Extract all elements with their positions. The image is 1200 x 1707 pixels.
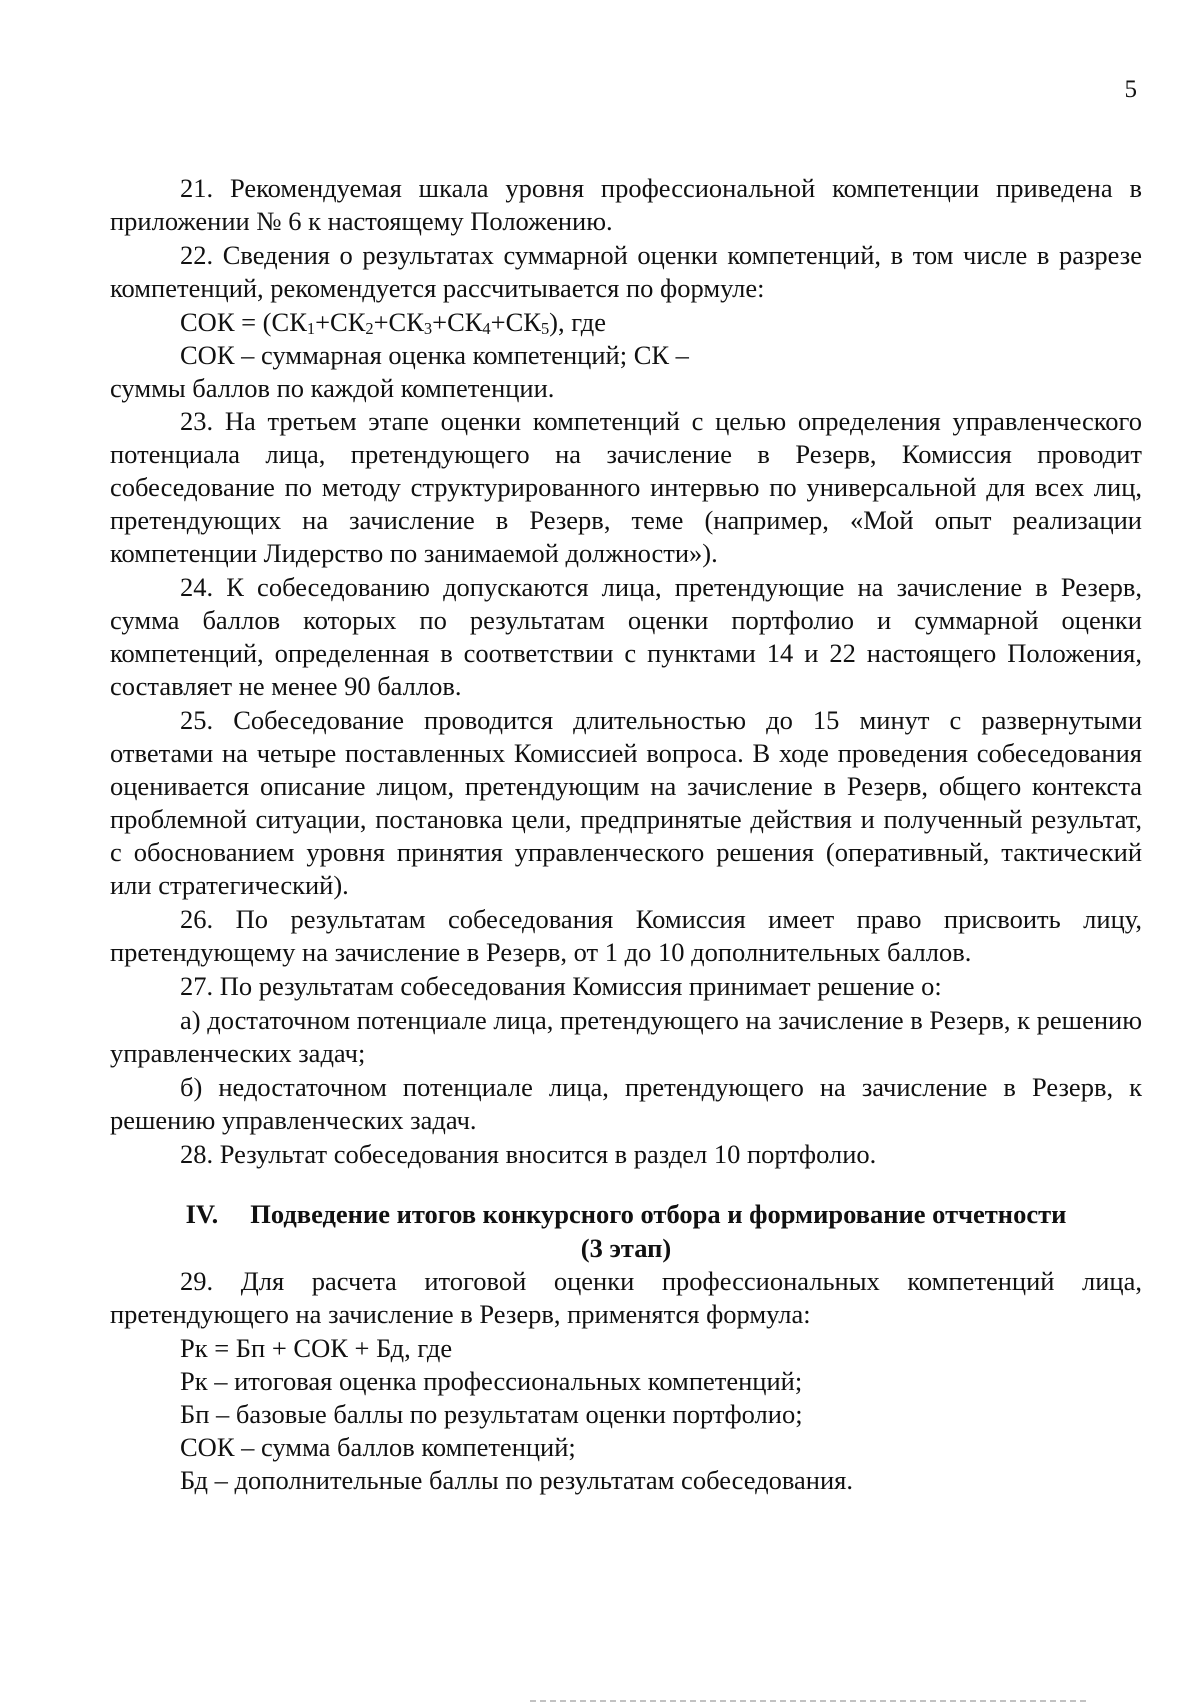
section-heading-line2: (3 этап) <box>580 1233 672 1263</box>
formula-rk-legend-bp: Бп – базовые баллы по результатам оценки портфолио; <box>180 1399 803 1429</box>
formula-rk-legend-sok: СОК – сумма баллов компетенций; <box>180 1432 576 1462</box>
formula-sok-legend-cont: суммы баллов по каждой компетенции. <box>110 373 555 403</box>
paragraph-27b: б) недостаточном потенциале лица, претендующего на зачисление в Резерв, к решению управленческих задач. <box>110 1072 1142 1135</box>
paragraph-21: 21. Рекомендуемая шкала уровня профессиональной компетенции приведена в приложении № 6 к настоящему Положению. <box>110 173 1142 236</box>
paragraph-25: 25. Собеседование проводится длительностью до 15 минут с развернутыми ответами на четыре поставленных Комиссией вопроса. В ходе проведения собеседования оценивается описание лицом, претендующим на зачисление в Резерв, общего контекста проблемной ситуации, постановка цели, предпринятые действия и полученный результат, с обоснованием уровня принятия управленческого решения (оперативный, тактический или стратегический). <box>110 705 1142 900</box>
paragraph-27a: а) достаточном потенциале лица, претендующего на зачисление в Резерв, к решению управленческих задач; <box>110 1005 1142 1068</box>
section-heading <box>110 1197 1142 1265</box>
paragraph-29: 29. Для расчета итоговой оценки профессиональных компетенций лица, претендующего на зачисление в Резерв, применятся формула: <box>110 1266 1142 1329</box>
section-number: IV. <box>185 1199 219 1229</box>
paragraph-22: 22. Сведения о результатах суммарной оценки компетенций, в том числе в разрезе компетенций, рекомендуется рассчитывается по формуле: <box>110 240 1142 303</box>
page-number: 5 <box>1124 76 1137 103</box>
formula-sok-legend: СОК – суммарная оценка компетенций; СК – <box>180 340 689 370</box>
formula-rk-legend-bd: Бд – дополнительные баллы по результатам собеседования. <box>180 1465 853 1495</box>
paragraph-27: 27. По результатам собеседования Комиссия принимает решение о: <box>180 971 942 1001</box>
paragraph-26: 26. По результатам собеседования Комиссия имеет право присвоить лицу, претендующему на зачисление в Резерв, от 1 до 10 дополнительных баллов. <box>110 904 1142 967</box>
paragraph-28: 28. Результат собеседования вносится в раздел 10 портфолио. <box>180 1139 877 1169</box>
scan-edge-artifact <box>530 1700 1090 1702</box>
formula-rk: Рк = Бп + СОК + Бд, где <box>180 1333 453 1363</box>
paragraph-23: 23. На третьем этапе оценки компетенций с целью определения управленческого потенциала лица, претендующего на зачисление в Резерв, Комиссия проводит собеседование по методу структурированного интервью по универсальной для всех лиц, претендующих на зачисление в Резерв, теме (например, «Мой опыт реализации компетенции Лидерство по занимаемой должности»). <box>110 406 1142 568</box>
formula-sok: СОК = $(СК_1+СК_2+СК_3+СК_4+СК_5)$, где <box>180 307 607 338</box>
section-heading-line1 <box>110 1197 1142 1231</box>
section-title: Подведение итогов конкурсного отбора и формирование отчетности <box>250 1199 1067 1229</box>
formula-rk-legend-rk: Рк – итоговая оценка профессиональных компетенций; <box>180 1366 803 1396</box>
paragraph-24: 24. К собеседованию допускаются лица, претендующие на зачисление в Резерв, сумма баллов которых по результатам оценки портфолио и суммарной оценки компетенций, определенная в соответствии с пунктами 14 и 22 настоящего Положения, составляет не менее 90 баллов. <box>110 572 1142 701</box>
document-body <box>110 172 1142 1497</box>
